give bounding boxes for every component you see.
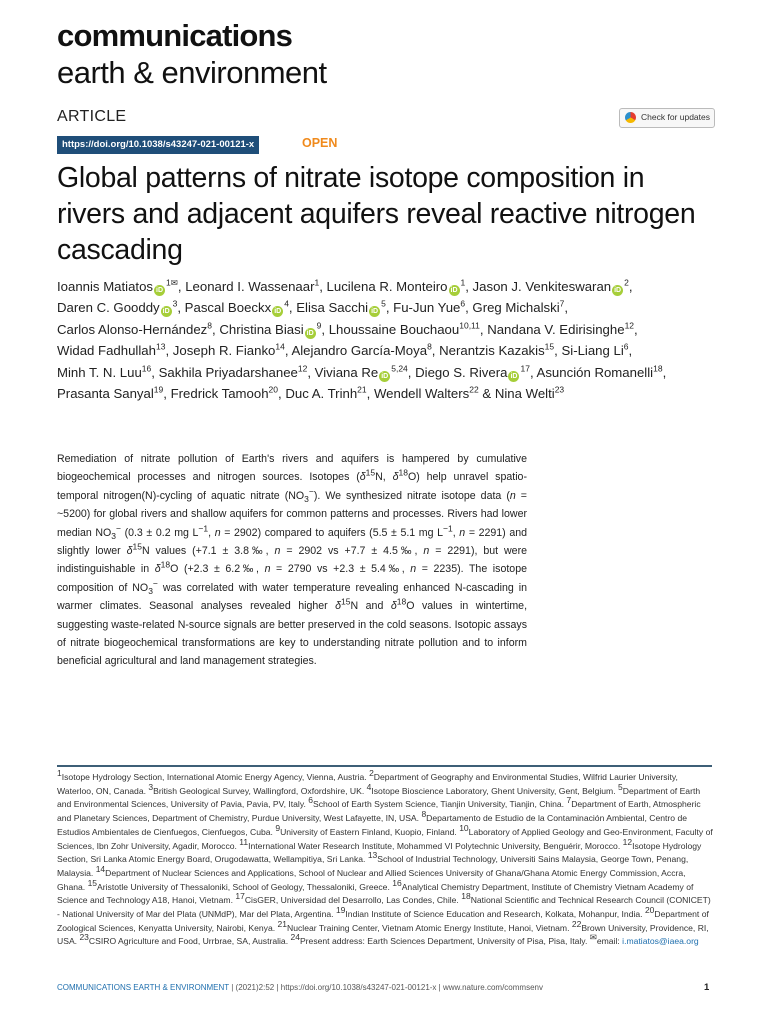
- affiliations-divider: [57, 765, 712, 767]
- corresponding-email-link[interactable]: i.matiatos@iaea.org: [622, 936, 699, 947]
- check-for-updates-button[interactable]: [619, 108, 715, 128]
- orcid-icon[interactable]: iD: [614, 287, 622, 294]
- article-type-label: ARTICLE: [57, 108, 127, 125]
- author-list: Ioannis Matiatos $iD^{1✉}$, Leonard I. Wassenaar$^1$, Lucilena R. Monteiro $iD^1$, Jason J. Venkiteswaran $iD^2$, Daren C. Gooddy $iD^3$, Pascal Boeckx $iD^4$, Elisa Sacchi $iD^5$, Fu-Jun Yue$^6$, Greg Michalski$^7$, Carlos Alonso-Hernández$^8$, Christina Biasi $iD^9$, Lhoussaine Bouchaou$^{10,11}$, Nandana V. Edirisinghe$^{12}$, Widad Fadhullah$^{13}$, Joseph R. Fianko$^{14}$, Alejandro García-Moya$^8$, Nerantzis Kazakis$^{15}$, Si-Liang Li$^6$, Minh T. N. Luu$^{16}$, Sakhila Priyadarshanee$^{12}$, Viviana Re iD$^{5,24}$, Diego S. Rivera $iD^{17}$, Asunción Romanelli$^{18}$, Prasanta Sanyal$^{19}$, Fredrick Tamooh$^{20}$, Duc A. Trinh$^{21}$, Wendell Walters$^{22}$ & Nina Welti$^{23}$: [57, 277, 667, 402]
- journal-name-line1: communications: [57, 18, 293, 53]
- check-for-updates-label: Check for updates: [641, 112, 710, 122]
- journal-name-line2: earth & environment: [57, 55, 327, 90]
- orcid-icon[interactable]: iD: [156, 287, 164, 294]
- orcid-icon[interactable]: iD: [371, 308, 379, 316]
- orcid-icon[interactable]: iD: [306, 329, 314, 337]
- article-title: Global patterns of nitrate isotope composition in rivers and adjacent aquifers reveal reactive nitrogen cascading: [57, 162, 696, 266]
- open-access-label: OPEN: [302, 136, 338, 150]
- doi-link[interactable]: https://doi.org/10.1038/s43247-021-00121-x: [57, 136, 259, 154]
- orcid-icon[interactable]: iD: [162, 308, 170, 316]
- page-footer: [57, 983, 543, 992]
- orcid-icon[interactable]: iD: [450, 287, 458, 294]
- crossmark-icon: [625, 112, 636, 123]
- orcid-icon[interactable]: iD: [510, 372, 518, 380]
- orcid-icon[interactable]: iD: [381, 372, 389, 380]
- abstract: Remediation of nitrate pollution of Earth's rivers and aquifers is hampered by cumulative biogeochemical processes and nitrogen sources. Isotopes ($\delta^{15}N$, $\delta^{18}O$) help unravel spatio-temporal nitrogen(N)-cycling of aquatic nitrate $(NO_3^-)$. We synthesized nitrate isotope data (n = ~5200) for global rivers and shallow aquifers for common patterns and processes. Rivers had lower median $NO_3^-$ (0.3 ± 0.2 mg $L^{-1}$, n = 2902) compared to aquifers (5.5 ± 5.1 mg $L^{-1}$, n = 2291) and slightly lower $\delta^{15}N$ values (+7.1 ± 3.8‰, n = 2902 vs +7.7 ± 4.5‰, n = 2291), but were indistinguishable in $\delta^{18}O$ (+2.3 ± 6.2‰, n = 2790 vs +2.3 ± 5.4‰, n = 2235). The isotope composition of $NO_3^-$ was correlated with water temperature revealing enhanced N-cascading in warmer climates. Seasonal analyses revealed higher $\delta^{15}N$ and $\delta^{18}O$ values in wintertime, suggesting waste-related N-source signals are better preserved in the cold seasons. Isotopic assays of nitrate biogeochemical transformations are key to understanding nitrate pollution and to inform beneficial agricultural and land management strategies.: [57, 453, 528, 668]
- page-number: 1: [704, 982, 710, 993]
- affiliations: $^1$Isotope Hydrology Section, International Atomic Energy Agency, Vienna, Austria. $^2$Department of Geography and Environmental Studies, Wilfrid Laurier University, Waterloo, ON, Canada. $^3$British Geological Survey, Wallingford, Oxfordshire, UK. $^4$Isotope Bioscience Laboratory, Ghent University, Gent, Belgium. $^5$Department of Earth and Environmental Sciences, University of Pavia, Pavia, PV, Italy. $^6$School of Earth System Science, Tianjin University, Tianjin, China. $^7$Department of Earth, Atmospheric and Planetary Sciences, Department of Chemistry, Purdue University, West Lafayette, IN, USA. $^8$Departamento de Estudio de la Contaminación Ambiental, Centro de Estudios Ambientales de Cienfuegos, Cienfuegos, Cuba. $^9$University of Eastern Finland, Kuopio, Finland. $^{10}$Laboratory of Applied Geology and Geo-Environment, Faculty of Sciences, Ibn Zohr University, Agadir, Morocco. $^{11}$International Water Research Institute, Mohammed VI Polytechnic University, Benguérir, Morocco. $^{12}$Isotope Hydrology Section, Sri Lanka Atomic Energy Board, Orugodawatta, Wellampitiya, Sri Lanka. $^{13}$School of Industrial Technology, Universiti Sains Malaysia, George Town, Penang, Malaysia. $^{14}$Department of Nuclear Sciences and Applications, School of Nuclear and Allied Sciences University of Ghana/Ghana Atomic Energy Commission, Accra, Ghana. $^{15}$Aristotle University of Thessaloniki, School of Geology, Thessaloniki, Greece. $^{16}$Analytical Chemistry Department, Institute of Chemistry Vietnam Academy of Science and Technology A18, Hanoi, Vietnam. $^{17}$CisGER, Universidad del Desarrollo, Las Condes, Chile. $^{18}$National Scientific and Technical Research Council (CONICET) - National University of Mar del Plata (UNMdP), Mar del Plata, Argentina. $^{19}$Indian Institute of Science Education and Research, Kolkata, Mohanpur, India. $^{20}$Department of Zoological Sciences, Kenyatta University, Nairobi, Kenya. $^{21}$Nuclear Training Center, Vietnam Atomic Energy Institute, Hanoi, Vietnam. $^{22}$Brown University, Providence, RI, USA. $^{23}$CSIRO Agriculture and Food, Urrbrae, SA, Australia. $^{24}$Present address: Earth Sciences Department, University of Pisa, Pisa, Italy. ✉email: i.matiatos@iaea.org: [57, 768, 713, 947]
- orcid-icon[interactable]: iD: [274, 308, 282, 316]
- footer-journal-name: COMMUNICATIONS EARTH & ENVIRONMENT: [57, 983, 230, 992]
- footer-citation: | (2021)2:52 | https://doi.org/10.1038/s43247-021-00121-x | www.nature.com/commsenv: [229, 983, 543, 992]
